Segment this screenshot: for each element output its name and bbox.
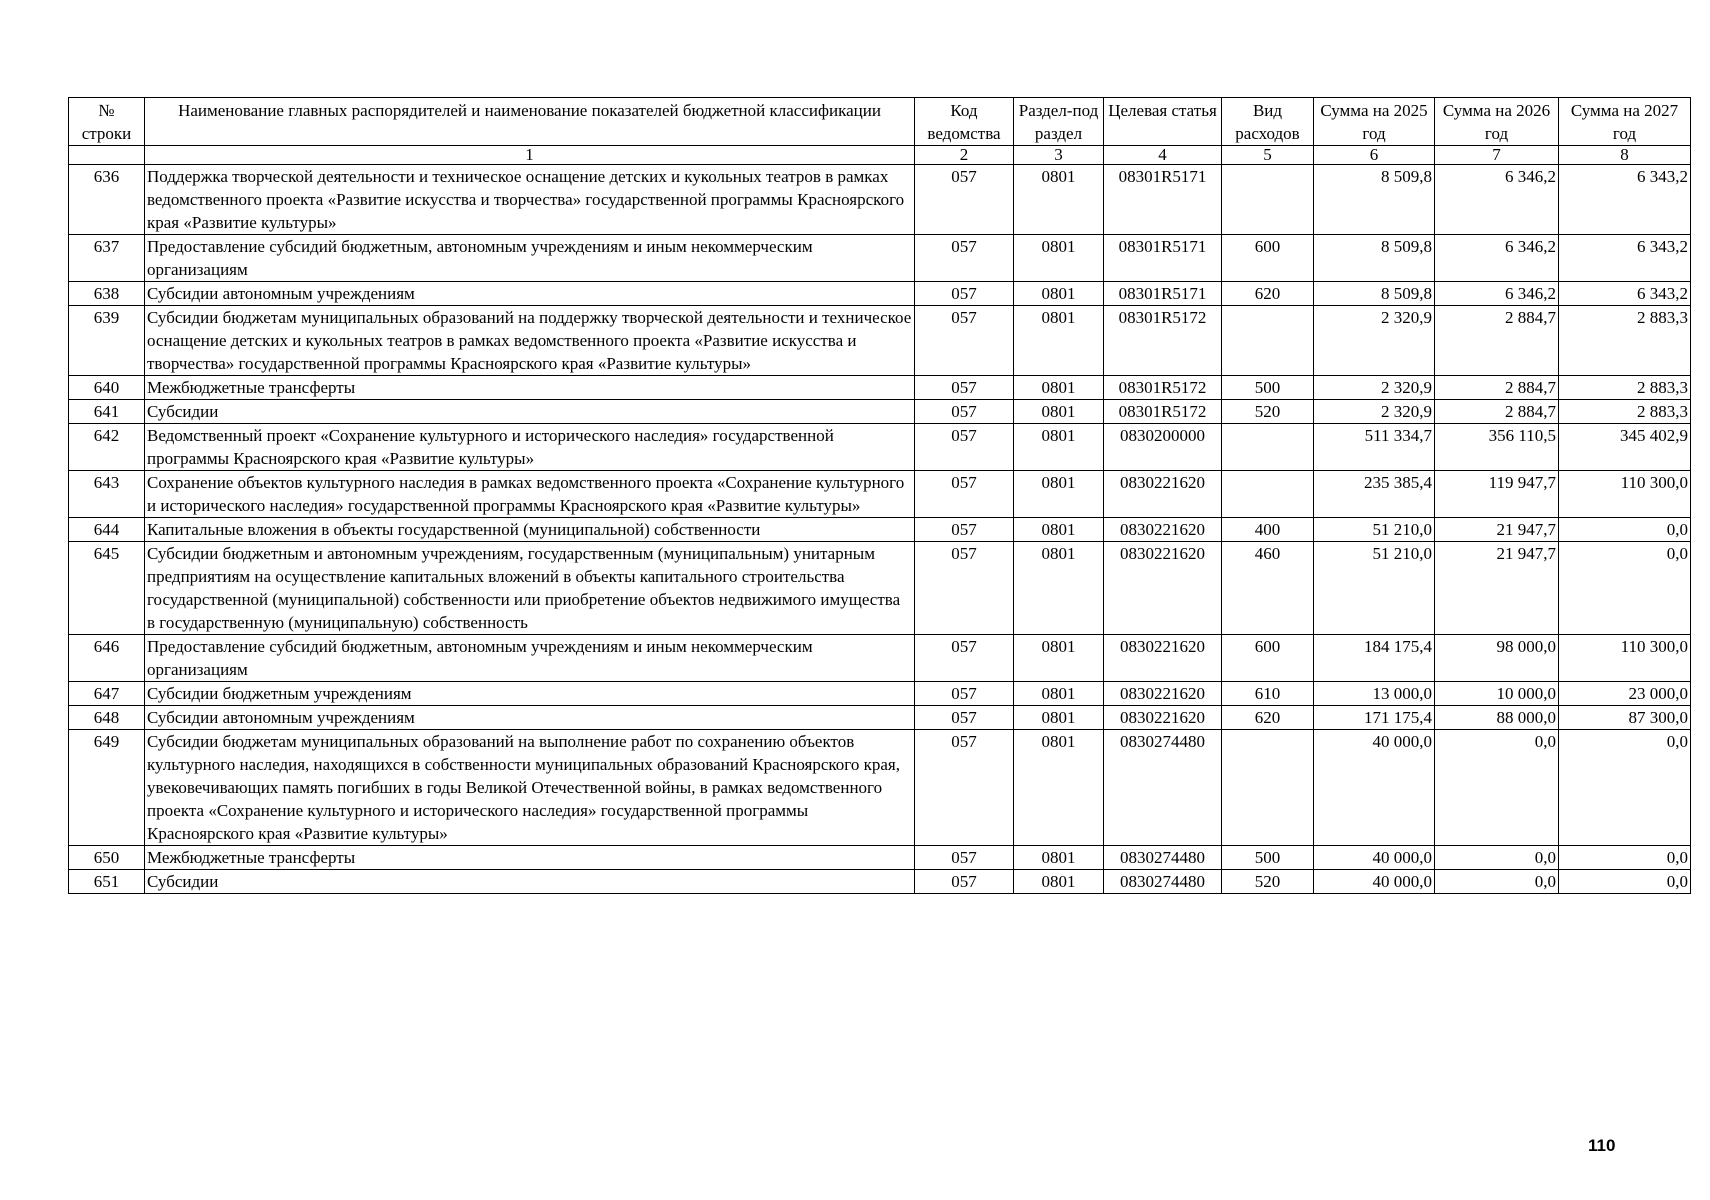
row-target: 0830221620 <box>1104 542 1222 635</box>
row-section: 0801 <box>1014 518 1104 542</box>
row-sum-2025: 2 320,9 <box>1314 376 1435 400</box>
row-section: 0801 <box>1014 376 1104 400</box>
row-expense-type: 500 <box>1222 846 1314 870</box>
row-sum-2027: 2 883,3 <box>1559 376 1691 400</box>
row-expense-type: 520 <box>1222 400 1314 424</box>
header-number: 7 <box>1435 146 1559 165</box>
row-sum-2026: 2 884,7 <box>1435 400 1559 424</box>
table-row <box>69 400 1691 424</box>
row-name: Капитальные вложения в объекты государственной (муниципальной) собственности <box>145 518 915 542</box>
header-number: 5 <box>1222 146 1314 165</box>
row-sum-2027: 0,0 <box>1559 730 1691 846</box>
row-section: 0801 <box>1014 730 1104 846</box>
row-section: 0801 <box>1014 165 1104 235</box>
row-number: 651 <box>69 870 145 894</box>
table-row <box>69 376 1691 400</box>
header-target: Целевая статья <box>1104 98 1222 146</box>
row-expense-type <box>1222 165 1314 235</box>
row-dept-code: 057 <box>915 165 1014 235</box>
row-expense-type: 610 <box>1222 682 1314 706</box>
row-dept-code: 057 <box>915 471 1014 518</box>
row-section: 0801 <box>1014 635 1104 682</box>
row-sum-2027: 2 883,3 <box>1559 400 1691 424</box>
row-name: Межбюджетные трансферты <box>145 376 915 400</box>
row-number: 648 <box>69 706 145 730</box>
row-name: Субсидии бюджетам муниципальных образований на поддержку творческой деятельности и техническое оснащение детских и кукольных театров в рамках ведомственного проекта «Развитие искусства и творчества» государственной программы Красноярского края «Развитие культуры» <box>145 306 915 376</box>
row-dept-code: 057 <box>915 306 1014 376</box>
header-number: 4 <box>1104 146 1222 165</box>
row-sum-2027: 23 000,0 <box>1559 682 1691 706</box>
row-sum-2027: 0,0 <box>1559 518 1691 542</box>
row-name: Субсидии бюджетным учреждениям <box>145 682 915 706</box>
row-sum-2025: 2 320,9 <box>1314 306 1435 376</box>
row-sum-2026: 0,0 <box>1435 730 1559 846</box>
row-expense-type: 520 <box>1222 870 1314 894</box>
row-sum-2025: 8 509,8 <box>1314 282 1435 306</box>
row-dept-code: 057 <box>915 635 1014 682</box>
row-expense-type <box>1222 306 1314 376</box>
row-name: Межбюджетные трансферты <box>145 846 915 870</box>
row-name: Субсидии <box>145 870 915 894</box>
row-expense-type: 620 <box>1222 706 1314 730</box>
row-sum-2025: 40 000,0 <box>1314 846 1435 870</box>
header-number-row <box>69 146 1691 165</box>
row-name: Субсидии бюджетам муниципальных образований на выполнение работ по сохранению объектов культурного наследия, находящихся в собственности муниципальных образований Красноярского края, увековечивающих память погибших в годы Великой Отечественной войны, в рамках ведомственного проекта «Сохранение культурного и исторического наследия» государственной программы Красноярского края «Развитие культуры» <box>145 730 915 846</box>
row-sum-2027: 2 883,3 <box>1559 306 1691 376</box>
row-sum-2026: 21 947,7 <box>1435 542 1559 635</box>
row-sum-2025: 51 210,0 <box>1314 542 1435 635</box>
row-target: 08301R5171 <box>1104 282 1222 306</box>
row-sum-2026: 6 346,2 <box>1435 282 1559 306</box>
row-dept-code: 057 <box>915 235 1014 282</box>
row-number: 650 <box>69 846 145 870</box>
row-sum-2025: 2 320,9 <box>1314 400 1435 424</box>
row-sum-2026: 0,0 <box>1435 870 1559 894</box>
table-row <box>69 235 1691 282</box>
row-target: 0830221620 <box>1104 471 1222 518</box>
row-sum-2025: 40 000,0 <box>1314 730 1435 846</box>
row-target: 08301R5172 <box>1104 306 1222 376</box>
row-sum-2026: 6 346,2 <box>1435 165 1559 235</box>
row-section: 0801 <box>1014 706 1104 730</box>
row-dept-code: 057 <box>915 424 1014 471</box>
row-section: 0801 <box>1014 471 1104 518</box>
row-number: 641 <box>69 400 145 424</box>
row-number: 637 <box>69 235 145 282</box>
row-sum-2027: 6 343,2 <box>1559 165 1691 235</box>
row-target: 0830221620 <box>1104 518 1222 542</box>
row-sum-2025: 40 000,0 <box>1314 870 1435 894</box>
budget-table-sheet <box>68 97 1690 894</box>
header-sum-2027: Сумма на 2027 год <box>1559 98 1691 146</box>
table-row <box>69 730 1691 846</box>
row-sum-2025: 235 385,4 <box>1314 471 1435 518</box>
row-number: 647 <box>69 682 145 706</box>
row-section: 0801 <box>1014 235 1104 282</box>
row-number: 642 <box>69 424 145 471</box>
header-row-no: № строки <box>69 98 145 146</box>
row-target: 08301R5172 <box>1104 400 1222 424</box>
row-sum-2026: 0,0 <box>1435 846 1559 870</box>
row-section: 0801 <box>1014 400 1104 424</box>
header-expense-type: Вид расходов <box>1222 98 1314 146</box>
row-dept-code: 057 <box>915 400 1014 424</box>
row-number: 649 <box>69 730 145 846</box>
row-sum-2026: 2 884,7 <box>1435 376 1559 400</box>
row-section: 0801 <box>1014 682 1104 706</box>
row-dept-code: 057 <box>915 870 1014 894</box>
row-expense-type: 460 <box>1222 542 1314 635</box>
table-row <box>69 306 1691 376</box>
row-dept-code: 057 <box>915 542 1014 635</box>
table-row <box>69 518 1691 542</box>
header-number: 6 <box>1314 146 1435 165</box>
row-sum-2027: 87 300,0 <box>1559 706 1691 730</box>
row-dept-code: 057 <box>915 282 1014 306</box>
row-target: 08301R5171 <box>1104 165 1222 235</box>
row-sum-2027: 6 343,2 <box>1559 235 1691 282</box>
row-sum-2025: 8 509,8 <box>1314 165 1435 235</box>
row-number: 639 <box>69 306 145 376</box>
row-number: 636 <box>69 165 145 235</box>
header-number: 3 <box>1014 146 1104 165</box>
row-sum-2026: 356 110,5 <box>1435 424 1559 471</box>
row-section: 0801 <box>1014 542 1104 635</box>
row-sum-2027: 345 402,9 <box>1559 424 1691 471</box>
row-dept-code: 057 <box>915 706 1014 730</box>
row-name: Субсидии бюджетным и автономным учреждениям, государственным (муниципальным) унитарным предприятиям на осуществление капитальных вложений в объекты капитального строительства государственной (муниципальной) собственности или приобретение объектов недвижимого имущества в государственную (муниципальную) собственность <box>145 542 915 635</box>
row-name: Ведомственный проект «Сохранение культурного и исторического наследия» государственной программы Красноярского края «Развитие культуры» <box>145 424 915 471</box>
row-expense-type <box>1222 424 1314 471</box>
table-row <box>69 424 1691 471</box>
row-name: Субсидии <box>145 400 915 424</box>
row-number: 644 <box>69 518 145 542</box>
row-target: 08301R5172 <box>1104 376 1222 400</box>
row-target: 0830200000 <box>1104 424 1222 471</box>
row-target: 0830274480 <box>1104 730 1222 846</box>
row-expense-type <box>1222 730 1314 846</box>
row-number: 638 <box>69 282 145 306</box>
row-target: 0830221620 <box>1104 635 1222 682</box>
header-number <box>69 146 145 165</box>
row-expense-type: 400 <box>1222 518 1314 542</box>
row-sum-2026: 119 947,7 <box>1435 471 1559 518</box>
row-sum-2026: 10 000,0 <box>1435 682 1559 706</box>
table-row <box>69 635 1691 682</box>
row-dept-code: 057 <box>915 682 1014 706</box>
row-number: 646 <box>69 635 145 682</box>
header-number: 8 <box>1559 146 1691 165</box>
header-section: Раздел-подраздел <box>1014 98 1104 146</box>
row-number: 645 <box>69 542 145 635</box>
row-sum-2027: 110 300,0 <box>1559 635 1691 682</box>
row-sum-2025: 8 509,8 <box>1314 235 1435 282</box>
row-sum-2027: 6 343,2 <box>1559 282 1691 306</box>
row-sum-2026: 21 947,7 <box>1435 518 1559 542</box>
table-row <box>69 846 1691 870</box>
row-sum-2026: 88 000,0 <box>1435 706 1559 730</box>
row-dept-code: 057 <box>915 376 1014 400</box>
header-number: 1 <box>145 146 915 165</box>
header-sum-2025: Сумма на 2025 год <box>1314 98 1435 146</box>
row-number: 640 <box>69 376 145 400</box>
row-section: 0801 <box>1014 870 1104 894</box>
header-sum-2026: Сумма на 2026 год <box>1435 98 1559 146</box>
row-sum-2027: 0,0 <box>1559 542 1691 635</box>
row-section: 0801 <box>1014 846 1104 870</box>
header-dept-code: Код ведомства <box>915 98 1014 146</box>
row-name: Субсидии автономным учреждениям <box>145 706 915 730</box>
row-sum-2025: 184 175,4 <box>1314 635 1435 682</box>
row-dept-code: 057 <box>915 518 1014 542</box>
table-body <box>69 165 1691 894</box>
table-row <box>69 282 1691 306</box>
table-row <box>69 471 1691 518</box>
row-expense-type: 600 <box>1222 635 1314 682</box>
row-sum-2026: 6 346,2 <box>1435 235 1559 282</box>
row-sum-2027: 0,0 <box>1559 846 1691 870</box>
row-dept-code: 057 <box>915 730 1014 846</box>
row-section: 0801 <box>1014 282 1104 306</box>
header-row <box>69 98 1691 146</box>
row-name: Предоставление субсидий бюджетным, автономным учреждениям и иным некоммерческим организациям <box>145 235 915 282</box>
row-expense-type: 620 <box>1222 282 1314 306</box>
budget-table <box>68 97 1691 894</box>
row-expense-type <box>1222 471 1314 518</box>
row-sum-2025: 171 175,4 <box>1314 706 1435 730</box>
row-expense-type: 500 <box>1222 376 1314 400</box>
table-header <box>69 98 1691 165</box>
table-row <box>69 870 1691 894</box>
row-sum-2027: 0,0 <box>1559 870 1691 894</box>
header-name: Наименование главных распорядителей и наименование показателей бюджетной классификации <box>145 98 915 146</box>
row-name: Предоставление субсидий бюджетным, автономным учреждениям и иным некоммерческим организациям <box>145 635 915 682</box>
row-target: 0830274480 <box>1104 870 1222 894</box>
row-target: 08301R5171 <box>1104 235 1222 282</box>
row-number: 643 <box>69 471 145 518</box>
table-row <box>69 706 1691 730</box>
row-section: 0801 <box>1014 424 1104 471</box>
row-sum-2026: 98 000,0 <box>1435 635 1559 682</box>
row-target: 0830221620 <box>1104 706 1222 730</box>
table-row <box>69 682 1691 706</box>
header-number: 2 <box>915 146 1014 165</box>
row-sum-2025: 511 334,7 <box>1314 424 1435 471</box>
row-dept-code: 057 <box>915 846 1014 870</box>
row-sum-2025: 51 210,0 <box>1314 518 1435 542</box>
row-name: Сохранение объектов культурного наследия в рамках ведомственного проекта «Сохранение культурного и исторического наследия» государственной программы Красноярского края «Развитие культуры» <box>145 471 915 518</box>
row-name: Субсидии автономным учреждениям <box>145 282 915 306</box>
row-sum-2027: 110 300,0 <box>1559 471 1691 518</box>
table-row <box>69 542 1691 635</box>
row-sum-2025: 13 000,0 <box>1314 682 1435 706</box>
row-expense-type: 600 <box>1222 235 1314 282</box>
row-section: 0801 <box>1014 306 1104 376</box>
table-row <box>69 165 1691 235</box>
row-name: Поддержка творческой деятельности и техническое оснащение детских и кукольных театров в рамках ведомственного проекта «Развитие искусства и творчества» государственной программы Красноярского края «Развитие культуры» <box>145 165 915 235</box>
row-sum-2026: 2 884,7 <box>1435 306 1559 376</box>
page-number: 110 <box>1588 1136 1616 1155</box>
row-target: 0830274480 <box>1104 846 1222 870</box>
row-target: 0830221620 <box>1104 682 1222 706</box>
